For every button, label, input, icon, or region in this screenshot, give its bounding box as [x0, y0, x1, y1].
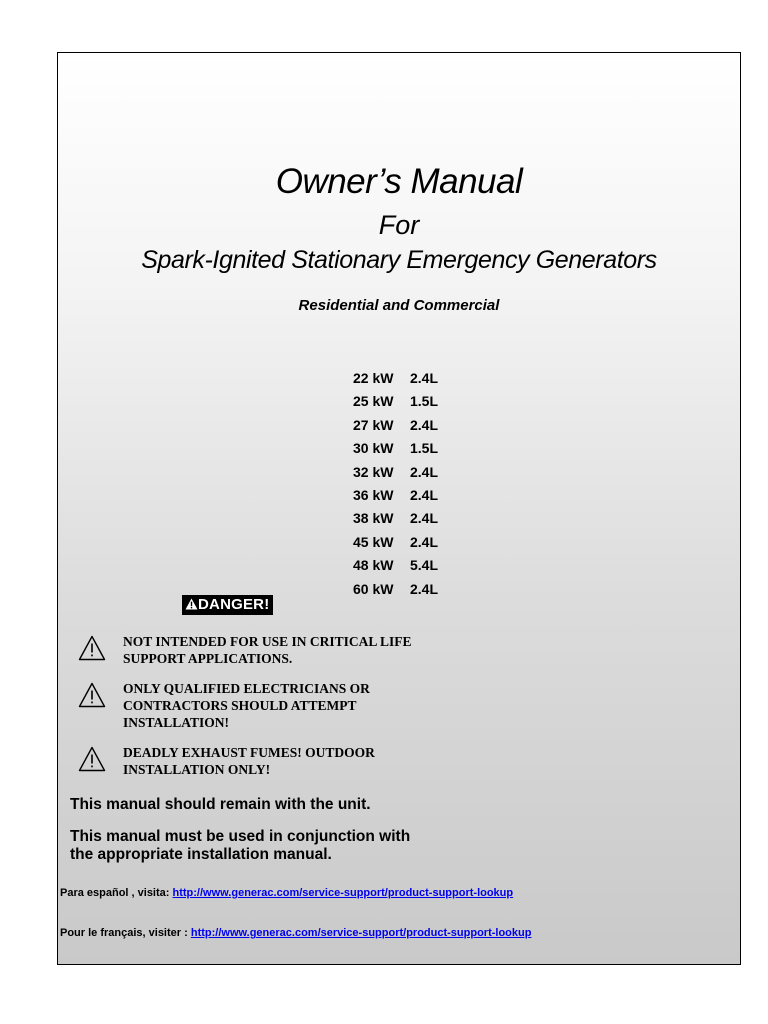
model-kw: 25 kW: [353, 393, 394, 410]
model-kw: 45 kW: [353, 533, 394, 550]
model-engine: 2.4L: [410, 416, 439, 433]
spanish-support-link[interactable]: http://www.generac.com/service-support/product-support-lookup: [172, 887, 514, 899]
for-line: For: [378, 210, 420, 240]
model-row: [353, 414, 438, 437]
model-row: [353, 578, 438, 601]
model-row: [353, 461, 438, 484]
model-kw: 32 kW: [353, 463, 394, 480]
model-kw: 27 kW: [353, 416, 394, 433]
model-kw: 38 kW: [353, 510, 394, 527]
warning-text: DEADLY EXHAUST FUMES! OUTDOOR INSTALLATION ONLY!: [123, 745, 375, 777]
model-engine: 2.4L: [410, 580, 439, 597]
warning-triangle-icon: [78, 746, 106, 772]
model-engine: 2.4L: [410, 510, 439, 527]
warning-triangle-icon: [78, 635, 106, 661]
spanish-link-prefix: Para español , visita:: [60, 887, 173, 899]
product-subtitle: Spark-Ignited Stationary Emergency Generators: [141, 246, 657, 274]
manual-cover-page: [57, 52, 741, 965]
model-engine: 2.4L: [410, 463, 439, 480]
model-row: [353, 390, 438, 413]
model-row: [353, 554, 438, 577]
model-engine: 1.5L: [410, 440, 439, 457]
warning-text: NOT INTENDED FOR USE IN CRITICAL LIFE SUPPORT APPLICATIONS.: [123, 634, 412, 666]
model-row: [353, 367, 438, 390]
danger-badge: [182, 595, 273, 615]
model-kw: 48 kW: [353, 557, 394, 574]
model-row: [353, 484, 438, 507]
model-kw: 60 kW: [353, 580, 394, 597]
model-engine: 2.4L: [410, 533, 439, 550]
model-kw: 30 kW: [353, 440, 394, 457]
retain-manual-note: This manual should remain with the unit.: [70, 796, 371, 813]
manual-title: Owner’s Manual: [275, 162, 523, 201]
french-support-link[interactable]: http://www.generac.com/service-support/product-support-lookup: [190, 927, 532, 939]
french-link-line: [60, 927, 531, 939]
warning-triangle-icon: [78, 682, 106, 708]
spanish-link-line: [60, 887, 513, 899]
danger-label: DANGER!: [198, 596, 270, 613]
model-engine: 1.5L: [410, 393, 439, 410]
model-kw: 36 kW: [353, 486, 394, 503]
french-link-prefix: Pour le français, visiter :: [60, 927, 191, 939]
warning-triangle-icon: [185, 598, 198, 610]
warning-text: ONLY QUALIFIED ELECTRICIANS OR CONTRACTORS SHOULD ATTEMPT INSTALLATION!: [123, 681, 370, 730]
product-category: Residential and Commercial: [298, 297, 500, 314]
model-engine: 5.4L: [410, 557, 439, 574]
model-engine: 2.4L: [410, 486, 439, 503]
installation-manual-note: This manual must be used in conjunction with the appropriate installation manual.: [70, 828, 411, 863]
model-row: [353, 437, 438, 460]
model-engine: 2.4L: [410, 370, 439, 386]
model-list: [353, 367, 438, 601]
model-kw: 22 kW: [353, 370, 394, 386]
model-row: [353, 531, 438, 554]
model-row: [353, 507, 438, 530]
